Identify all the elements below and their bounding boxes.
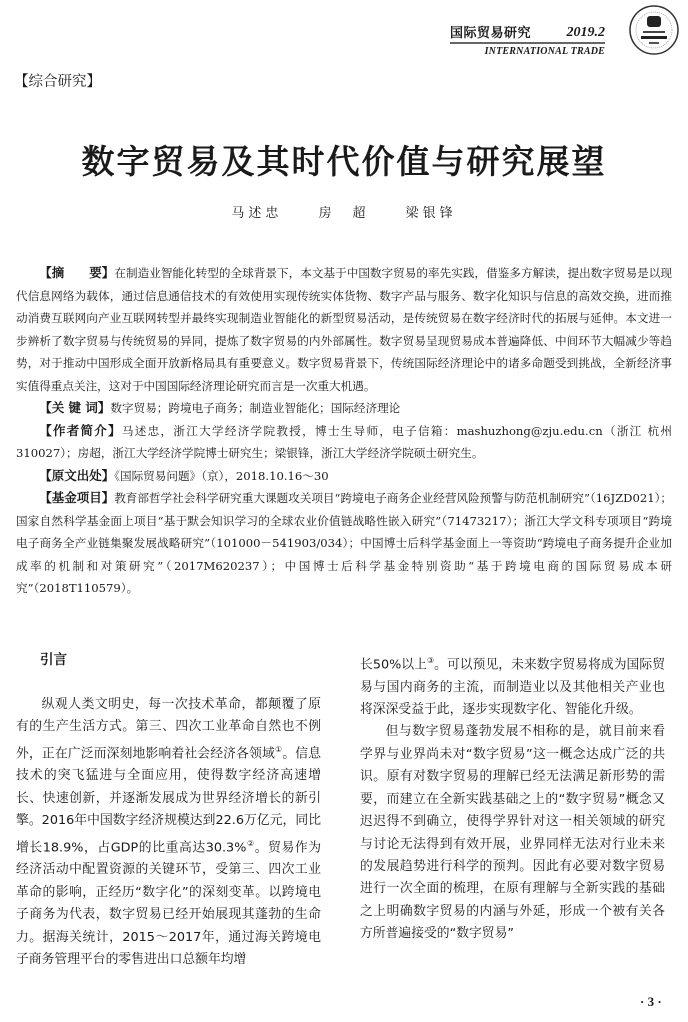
abstract-label: 【摘 要】: [39, 265, 115, 280]
author-bio-text: 马述忠，浙江大学经济学院教授，博士生导师，电子信箱：mashuzhong@zju.edu.cn（浙江 杭州 310027）；房超，浙江大学经济学院博士研究生；梁银锋，浙江大学经济学院硕士研究生。: [16, 423, 672, 460]
keywords-paragraph: [16, 397, 672, 420]
seal-year: [649, 42, 659, 44]
seal-text-line: [641, 36, 667, 39]
body-text: 纵观人类文明史，每一次技术革命，都颠覆了原有的生产生活方式。第三、四次工业革命自然也不例外，正在广泛而深刻地影响着社会经济各领域: [16, 697, 321, 762]
body-paragraph-continued: [360, 650, 665, 721]
body-column-left: [16, 648, 321, 971]
keywords-label: 【关 键 词】: [39, 400, 111, 415]
body-text: 长50%以上: [360, 657, 427, 673]
body-text: 。信息技术的突飞猛进与全面应用，使得数字经济高速增长、快速创新，并逐渐发展成为世界经济增长的新引擎。2016年中国数字经济规模达到22.6万亿元，同比增长18.9%，占GDP的比重高达30.3%: [16, 746, 322, 855]
body-paragraph: [360, 721, 665, 945]
footnote-ref[interactable]: ①: [274, 744, 283, 754]
funding-label: 【基金项目】: [39, 490, 115, 505]
funding-paragraph: [16, 487, 672, 600]
journal-title-row: [450, 22, 605, 44]
funding-text: 教育部哲学社会科学研究重大课题攻关项目“跨境电子商务企业经营风险预警与防范机制研究”（16JZD021）；国家自然科学基金面上项目“基于默会知识学习的全球农业价值链战略性嵌入研究”（71473217）；浙江大学文科专项项目“跨境电子商务全产业链集聚发展战略研究”（101000－541903/034）；中国博士后科学基金面上一等资助“跨境电子商务提升企业加成率的机制和对策研究”（2017M620237）；中国博士后科学基金特别资助“基于跨境电商的国际贸易成本研究”（2018T110579）。: [16, 491, 672, 595]
publisher-seal-logo: [628, 4, 680, 58]
section-heading-intro: 引言: [40, 652, 67, 668]
keywords-text: 数字贸易；跨境电子商务；制造业智能化；国际经济理论: [110, 401, 401, 415]
body-text: 但与数字贸易蓬勃发展不相称的是，就目前来看学界与业界尚未对“数字贸易”这一概念达成广泛的共识。原有对数字贸易的理解已经无法满足新形势的需要，而建立在全新实践基础之上的“数字贸易”概念又迟迟得不到确立，使得学界针对这一相关领域的研究与讨论无法得到有效开展，业界同样无法对行业未来的发展趋势进行科学的预判。因此有必要对数字贸易进行一次全面的梳理，在原有理解与全新实践的基础之上明确数字贸易的内涵与外延，形成一个被有关各方所普遍接受的“数字贸易”: [360, 724, 665, 942]
article-title: 数字贸易及其时代价值与研究展望: [81, 142, 607, 181]
seal-outer-ring: [630, 6, 678, 54]
author-name: 梁银锋: [405, 206, 457, 221]
body-paragraph: [16, 694, 321, 971]
abstract-block: [16, 262, 672, 600]
journal-header: [450, 22, 605, 57]
footnote-ref[interactable]: ③: [426, 656, 435, 665]
source-label: 【原文出处】: [39, 467, 115, 483]
abstract-paragraph: [16, 262, 672, 397]
author-name: 马述忠: [231, 206, 283, 221]
body-column-right: [360, 650, 665, 946]
author-name: 房 超: [318, 206, 370, 221]
abstract-text: 在制造业智能化转型的全球背景下，本文基于中国数字贸易的率先实践，借鉴多方解读，提出数字贸易是以现代信息网络为载体，通过信息通信技术的有效使用实现传统实体货物、数字产品与服务、数字化知识与信息的高效交换，进而推动消费互联网向产业互联网转型并最终实现制造业智能化的新型贸易活动，是传统贸易在数字经济时代的拓展与延伸。本文进一步辨析了数字贸易与传统贸易的异同，提炼了数字贸易的内外部属性。数字贸易呈现贸易成本普遍降低、中间环节大幅减少等趋势，对于推动中国形成全面开放新格局具有重要意义。数字贸易背景下，传统国际经济理论中的诸多命题受到挑战，全新经济事实值得重点关注，这对于中国国际经济理论研究而言是一次重大机遇。: [16, 266, 672, 393]
author-list: [0, 202, 688, 221]
source-paragraph: [16, 465, 672, 488]
footnote-ref[interactable]: ②: [246, 838, 255, 848]
seal-text-line: [643, 31, 665, 33]
body-text: 。贸易作为经济活动中配置资源的关键环节，受第三、四次工业革命的影响，正经历“数字化”的深刻变革。以跨境电子商务为代表，数字贸易已经开始展现其蓬勃的生命力。据海关统计，2015～2017年，通过海关跨境电子商务管理平台的零售进出口总额年均增: [16, 839, 322, 967]
author-bio-paragraph: [16, 420, 672, 465]
journal-issue: 2019.2: [566, 25, 605, 40]
seal-emblem: [647, 16, 661, 27]
journal-name-cn: 国际贸易研究: [450, 26, 532, 41]
source-text: 《国际贸易问题》（京），2018.10.16～30: [114, 468, 329, 483]
author-bio-label: 【作者简介】: [39, 422, 122, 438]
body-text: 。可以预见，未来数字贸易将成为国际贸易与国内商务的主流，而制造业以及其他相关产业也将深深受益于此，逐步实现数字化、智能化升级。: [360, 657, 665, 718]
journal-name-en: INTERNATIONAL TRADE: [484, 46, 605, 57]
section-tag: 【综合研究】: [14, 74, 101, 90]
page-number: · 3 ·: [640, 994, 662, 1009]
